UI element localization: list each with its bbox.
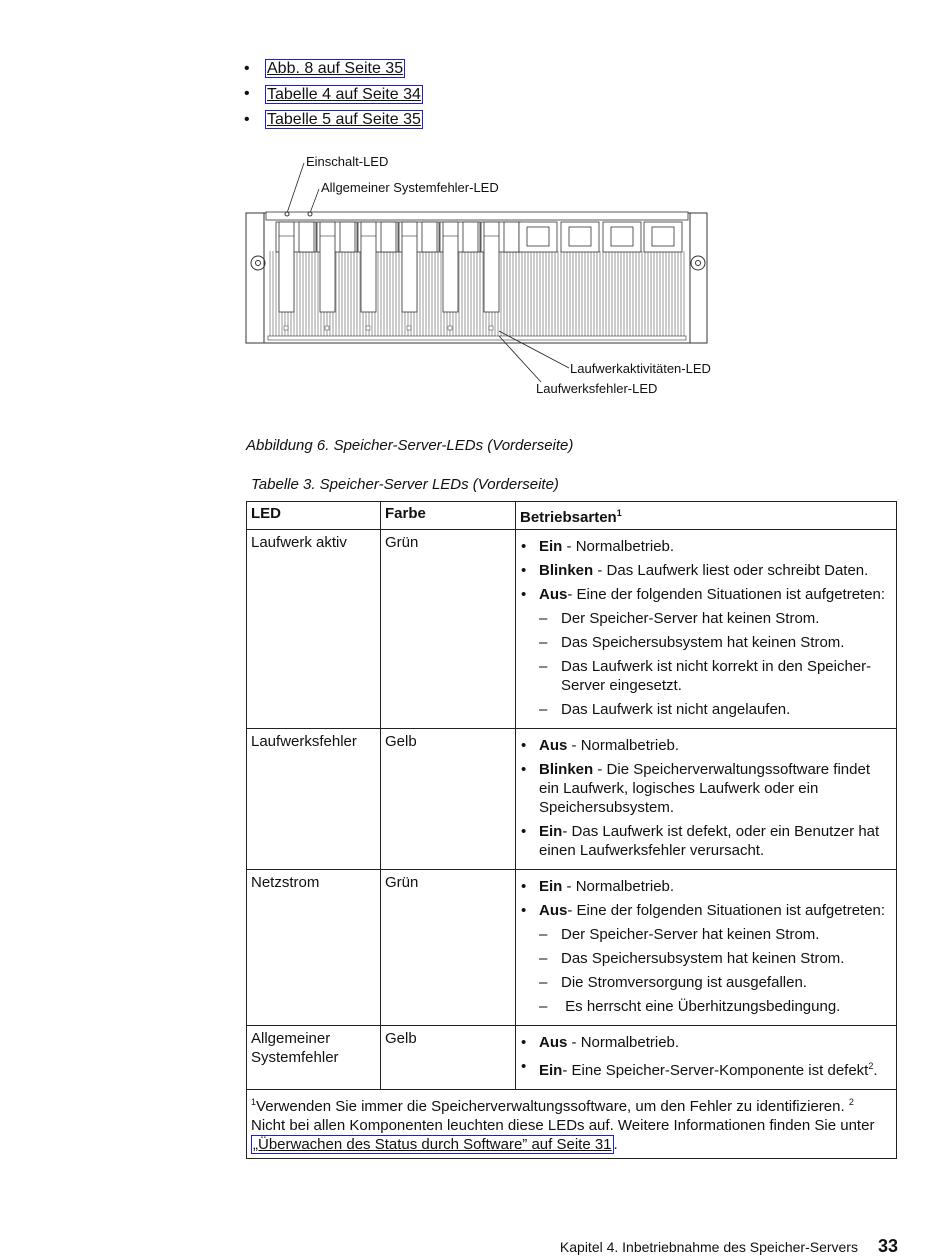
cell-modes [516,729,897,870]
cell-color: Gelb [381,1026,516,1090]
list-item: • Tabelle 4 auf Seite 34 [244,85,421,103]
cell-led: Netzstrom [247,870,381,1026]
cell-modes [516,870,897,1026]
table-row [247,530,897,729]
table-row [247,729,897,870]
mode-item: • Aus- Eine der folgenden Situationen ist aufgetreten: – Der Speicher-Server hat keinen Strom. – Das Speichersubsystem hat keinen Strom. – Die Stromversorgung ist ausgefallen. – Es herrscht eine Überhitzungsbedingung. [520,901,892,1016]
figure-caption: Abbildung 6. Speicher-Server-LEDs (Vorderseite) [246,437,574,454]
sub-item: – Das Speichersubsystem hat keinen Strom. [539,633,892,652]
mode-item: • Aus- Eine der folgenden Situationen ist aufgetreten: – Der Speicher-Server hat keinen Strom. – Das Speichersubsystem hat keinen Strom. – Das Laufwerk ist nicht korrekt in den Speicher-Server eingesetzt. – Das Laufwerk ist nicht angelaufen. [520,585,892,719]
link-abb-8[interactable]: Abb. 8 auf Seite 35 [267,60,404,78]
mode-item: • Ein- Eine Speicher-Server-Komponente ist defekt$^2$. [520,1057,892,1080]
page-number: 33 [877,1236,898,1256]
mode-item: • Ein - Normalbetrieb. [520,877,892,896]
link-monitoring-status[interactable]: „Überwachen des Status durch Software” auf Seite 31 [253,1136,612,1153]
mode-item: • Ein- Das Laufwerk ist defekt, oder ein Benutzer hat einen Laufwerksfehler verursacht. [520,822,892,860]
cell-color: Gelb [381,729,516,870]
led-table [246,501,897,1159]
chapter-title: Kapitel 4. Inbetriebnahme des Speicher-Servers [559,1239,858,1255]
list-item: • Tabelle 5 auf Seite 35 [244,110,421,129]
label-system-error-led: Allgemeiner Systemfehler-LED [321,180,499,195]
cell-modes [516,1026,897,1090]
cell-modes [516,530,897,729]
page-footer [560,1236,898,1257]
label-drive-fault-led: Laufwerksfehler-LED [536,381,658,396]
footnote: $^1$Verwenden Sie immer die Speicherverwaltungssoftware, um den Fehler zu identifizieren. $^2$ Nicht bei allen Komponenten leuchten diese LEDs auf. Weitere Informationen finden Sie unter „Überwachen des Status durch Software” auf Seite 31 . [247,1090,897,1159]
cell-led: Allgemeiner Systemfehler [247,1026,381,1090]
cell-color: Grün [381,870,516,1026]
link-tabelle-4[interactable]: Tabelle 4 auf Seite 34 [267,85,421,103]
sub-item: – Das Laufwerk ist nicht angelaufen. [539,700,892,719]
mode-item: • Ein - Normalbetrieb. [520,537,892,556]
link-tabelle-5[interactable]: Tabelle 5 auf Seite 35 [267,111,421,129]
storage-server-front-diagram [244,150,724,400]
label-drive-activity-led: Laufwerkaktivitäten-LED [570,361,711,376]
table-row [247,1026,897,1090]
header-color: Farbe [381,502,516,530]
list-item: • Abb. 8 auf Seite 35 [244,59,404,78]
table-header-row [247,502,897,530]
mode-item: • Blinken - Die Speicherverwaltungssoftware findet ein Laufwerk, logisches Laufwerk oder ein Speichersubsystem. [520,760,892,817]
cell-color: Grün [381,530,516,729]
cell-led: Laufwerk aktiv [247,530,381,729]
cell-led: Laufwerksfehler [247,729,381,870]
label-power-led: Einschalt-LED [306,154,389,169]
mode-item: • Aus - Normalbetrieb. [520,736,892,755]
footnote-row [247,1090,897,1159]
reference-link-list [244,56,423,133]
mode-item: • Blinken - Das Laufwerk liest oder schreibt Daten. [520,561,892,580]
sub-item: – Der Speicher-Server hat keinen Strom. [539,925,892,944]
table-caption: Tabelle 3. Speicher-Server LEDs (Vorderseite) [251,476,559,493]
sub-item: – Der Speicher-Server hat keinen Strom. [539,609,892,628]
header-modes: Betriebsarten$^1$ [516,502,897,530]
sub-item: – Das Speichersubsystem hat keinen Strom. [539,949,892,968]
sub-item: – Es herrscht eine Überhitzungsbedingung. [539,997,892,1016]
table-row [247,870,897,1026]
mode-item: • Aus - Normalbetrieb. [520,1033,892,1052]
sub-item: – Die Stromversorgung ist ausgefallen. [539,973,892,992]
sub-item: – Das Laufwerk ist nicht korrekt in den Speicher-Server eingesetzt. [539,657,892,695]
header-led: LED [247,502,381,530]
